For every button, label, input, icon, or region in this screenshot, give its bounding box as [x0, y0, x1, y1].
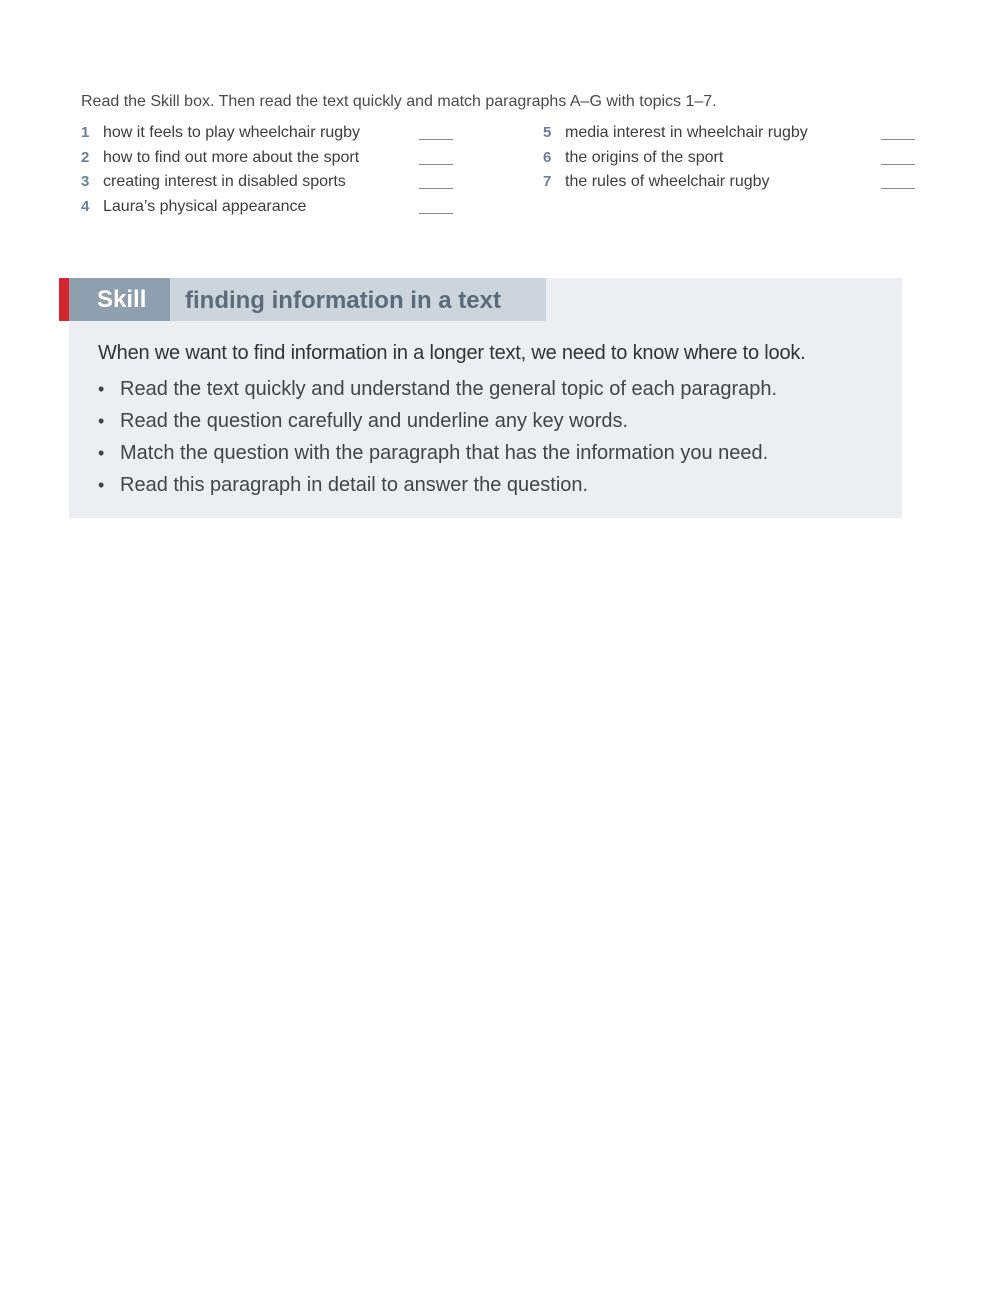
topic-item: [543, 121, 915, 146]
skill-bullet-item: [98, 438, 777, 470]
exercise-instruction: Read the Skill box. Then read the text quickly and match paragraphs A–G with topics 1–7.: [81, 93, 717, 110]
skill-bullet-text: Read this paragraph in detail to answer the question.: [120, 474, 589, 496]
topic-text: how to find out more about the sport: [103, 148, 360, 166]
skill-heading: finding information in a text: [170, 278, 546, 321]
bullet-icon: •: [98, 379, 105, 399]
skill-bullet-text: Read the question carefully and underline any key words.: [120, 410, 629, 432]
topic-number: 2: [81, 148, 90, 166]
topic-number: 5: [543, 124, 552, 141]
bullet-icon: •: [98, 443, 105, 463]
skill-tag: Skill: [69, 278, 170, 321]
answer-blank-4[interactable]: [419, 213, 453, 214]
topics-column-right: [543, 121, 915, 195]
skill-bullet-list: [98, 374, 777, 502]
answer-blank-2[interactable]: [419, 164, 453, 165]
topic-item: [81, 146, 453, 171]
topic-item: [543, 146, 915, 171]
skill-bullet-item: [98, 374, 777, 406]
topic-number: 3: [81, 173, 90, 190]
answer-blank-6[interactable]: [881, 164, 915, 165]
skill-lead-text: When we want to find information in a longer text, we need to know where to look.: [98, 342, 806, 364]
answer-blank-5[interactable]: [881, 139, 915, 140]
topic-text: media interest in wheelchair rugby: [565, 124, 808, 141]
skill-accent-bar: [59, 278, 69, 321]
answer-blank-7[interactable]: [881, 188, 915, 189]
topic-text: the rules of wheelchair rugby: [565, 173, 770, 190]
topic-number: 1: [81, 124, 90, 141]
skill-bullet-item: [98, 406, 777, 438]
bullet-icon: •: [98, 475, 105, 495]
topic-item: [543, 170, 915, 195]
topic-number: 4: [81, 197, 90, 215]
topic-text: creating interest in disabled sports: [103, 173, 346, 190]
skill-bullet-text: Match the question with the paragraph that has the information you need.: [120, 442, 769, 464]
topic-text: how it feels to play wheelchair rugby: [103, 124, 361, 141]
topics-column-left: [81, 121, 453, 219]
topic-text: the origins of the sport: [565, 148, 724, 166]
topic-text: Laura’s physical appearance: [103, 197, 307, 215]
answer-blank-3[interactable]: [419, 188, 453, 189]
topic-number: 7: [543, 173, 552, 190]
skill-bullet-item: [98, 470, 777, 502]
answer-blank-1[interactable]: [419, 139, 453, 140]
topic-item: [81, 170, 453, 195]
bullet-icon: •: [98, 411, 105, 431]
topic-item: [81, 195, 453, 220]
topic-item: [81, 121, 453, 146]
topic-number: 6: [543, 148, 552, 166]
skill-bullet-text: Read the text quickly and understand the general topic of each paragraph.: [120, 378, 778, 400]
